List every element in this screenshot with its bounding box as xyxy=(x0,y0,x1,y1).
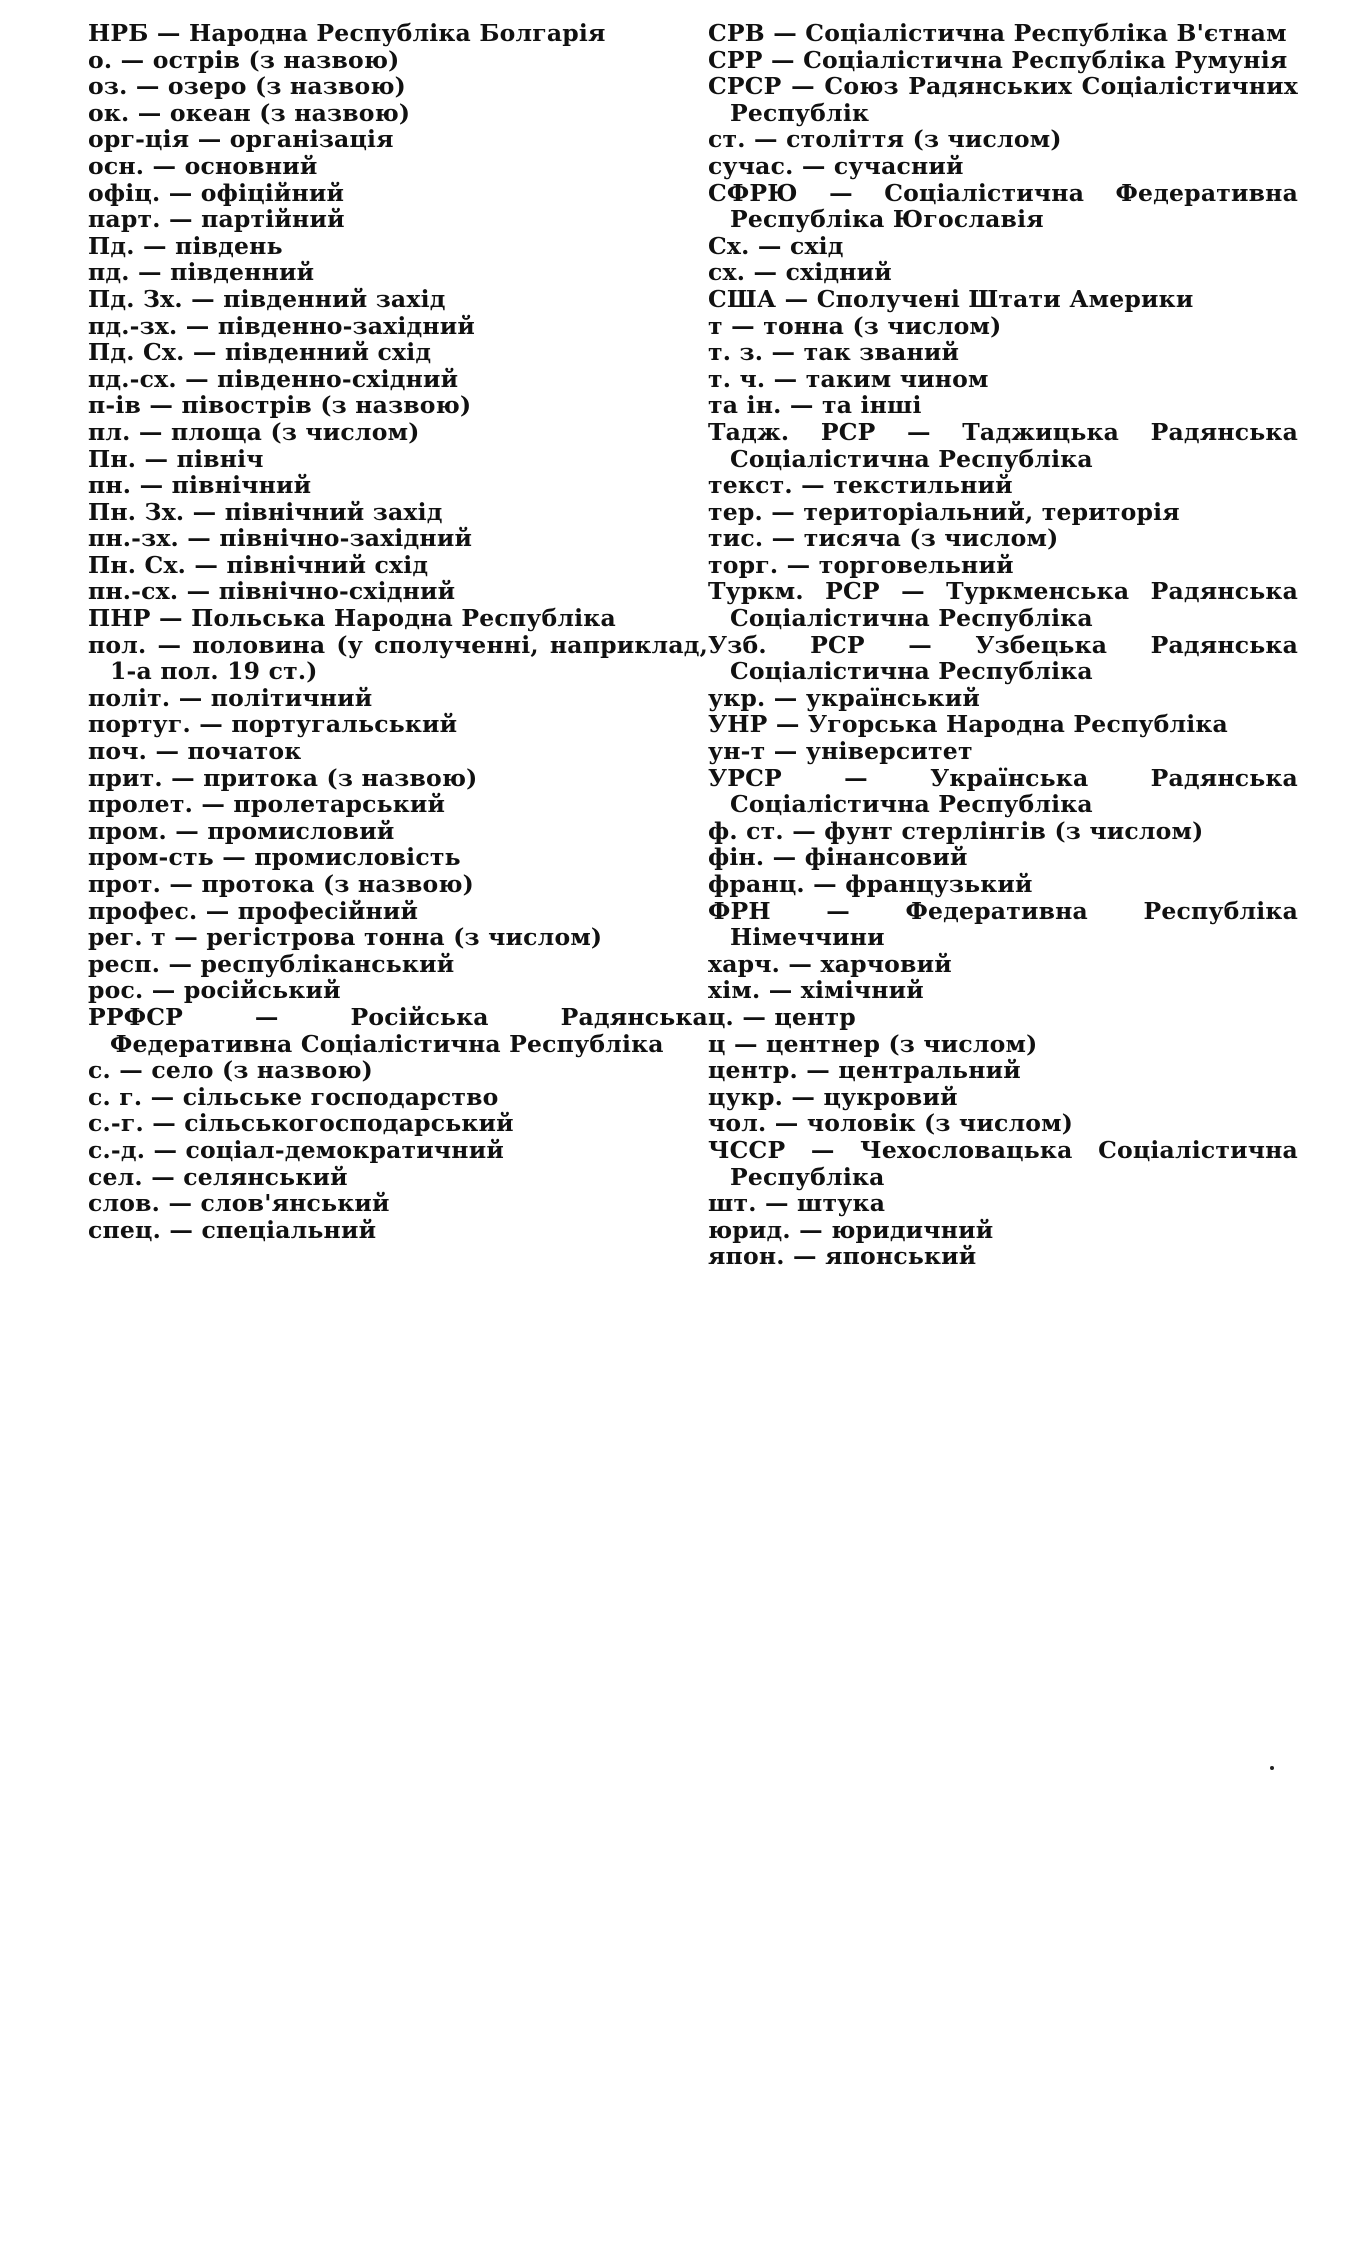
abbreviation-entry: слов. — слов'янський xyxy=(88,1189,390,1218)
abbreviation-entry: Пд. Сх. — південний схід xyxy=(88,338,432,367)
abbreviation-entry: РРФСР — Російська Радянська Федеративна Соціалістична Республіка xyxy=(88,1002,708,1058)
abbreviation-entry: пн. — північний xyxy=(88,471,312,500)
abbreviation-entry: о. — острів (з назвою) xyxy=(88,45,400,74)
abbreviation-entry: прот. — протока (з назвою) xyxy=(88,870,474,898)
abbreviation-entry: Тадж. РСР — Таджицька Радянська Соціалістична Республіка xyxy=(708,417,1298,473)
abbreviation-entry: пн.-сх. — північно-східний xyxy=(88,577,456,606)
abbreviation-entry: тис. — тисяча (з числом) xyxy=(708,524,1059,553)
abbreviation-entry: текст. — текстильний xyxy=(708,471,1013,500)
abbreviation-entry: Узб. РСР — Узбецька Радянська Соціалістична Республіка xyxy=(708,630,1298,686)
abbreviation-entry: пл. — площа (з числом) xyxy=(88,417,420,446)
abbreviation-entry: СРВ — Соціалістична Республіка В'єтнам xyxy=(708,19,1287,47)
abbreviation-entry: СФРЮ — Соціалістична Федеративна Республіка Югославія xyxy=(708,178,1298,234)
abbreviation-entry: ф. ст. — фунт стерлінгів (з числом) xyxy=(708,816,1204,845)
abbreviation-entry: профес. — професійний xyxy=(88,896,419,925)
abbreviation-entry: рег. т — регістрова тонна (з числом) xyxy=(88,923,603,952)
abbreviation-entry: ц — центнер (з числом) xyxy=(708,1029,1038,1058)
abbreviation-entry: Пн. — північ xyxy=(88,444,264,473)
abbreviation-entry: Пн. Сх. — північний схід xyxy=(88,550,429,579)
abbreviation-entry: респ. — республіканський xyxy=(88,949,455,978)
abbreviation-entry: пд. — південний xyxy=(88,258,315,287)
abbreviation-entry: політ. — політичний xyxy=(88,683,373,712)
abbreviation-entry: сел. — селянський xyxy=(88,1162,348,1191)
abbreviation-entry: прит. — притока (з назвою) xyxy=(88,763,478,792)
abbreviation-entry: НРБ — Народна Республіка Болгарія xyxy=(88,19,606,47)
abbreviation-entry: тер. — територіальний, територія xyxy=(708,497,1180,526)
abbreviation-entry: сучас. — сучасний xyxy=(708,151,964,180)
abbreviation-entry: ц. — центр xyxy=(708,1002,856,1031)
abbreviation-entry: шт. — штука xyxy=(708,1189,886,1218)
abbreviation-entry: ФРН — Федеративна Республіка Німеччини xyxy=(708,896,1298,952)
abbreviation-entry: ПНР — Польська Народна Республіка xyxy=(88,604,616,633)
abbreviation-entry: пд.-зх. — південно-західний xyxy=(88,311,476,340)
abbreviation-entry: Сх. — схід xyxy=(708,231,844,260)
abbreviation-entry: юрид. — юридичний xyxy=(708,1215,994,1244)
abbreviation-entry: ст. — століття (з числом) xyxy=(708,125,1062,154)
abbreviation-entry: чол. — чоловік (з числом) xyxy=(708,1109,1074,1138)
abbreviation-entry: спец. — спеціальний xyxy=(88,1215,377,1244)
abbreviation-entry: т. з. — так званий xyxy=(708,338,960,367)
abbreviations-column-left xyxy=(88,20,708,1243)
abbreviation-entry: фін. — фінансовий xyxy=(708,843,968,872)
abbreviation-entry: португ. — португальський xyxy=(88,710,458,739)
abbreviation-entry: укр. — український xyxy=(708,683,980,712)
abbreviation-entry: торг. — торговельний xyxy=(708,550,1014,579)
abbreviation-entry: СРР — Соціалістична Республіка Румунія xyxy=(708,45,1288,74)
abbreviation-entry: сх. — східний xyxy=(708,258,892,287)
abbreviation-entry: поч. — початок xyxy=(88,737,302,766)
abbreviation-entry: пол. — половина (у сполученні, наприклад, 1-а пол. 19 ст.) xyxy=(88,630,708,686)
print-speck xyxy=(1270,1766,1274,1770)
abbreviation-entry: т — тонна (з числом) xyxy=(708,311,1002,340)
abbreviation-entry: осн. — основний xyxy=(88,151,318,180)
abbreviation-entry: рос. — російський xyxy=(88,976,341,1005)
abbreviation-entry: та ін. — та інші xyxy=(708,391,922,420)
abbreviation-entry: СРСР — Союз Радянських Соціалістичних Республік xyxy=(708,72,1298,127)
abbreviation-entry: УНР — Угорська Народна Республіка xyxy=(708,710,1228,739)
abbreviation-entry: пром-сть — промисловість xyxy=(88,843,461,872)
abbreviation-entry: ок. — океан (з назвою) xyxy=(88,98,411,127)
abbreviation-entry: США — Сполучені Штати Америки xyxy=(708,284,1194,313)
abbreviation-entry: харч. — харчовий xyxy=(708,949,952,978)
abbreviation-entry: с.-г. — сільськогосподарський xyxy=(88,1109,514,1138)
abbreviation-entry: орг-ція — організація xyxy=(88,125,394,154)
abbreviation-entry: с. — село (з назвою) xyxy=(88,1056,373,1085)
abbreviation-entry: цукр. — цукровий xyxy=(708,1082,958,1111)
abbreviation-entry: парт. — партійний xyxy=(88,205,345,234)
abbreviation-entry: ЧССР — Чехословацька Соціалістична Республіка xyxy=(708,1135,1298,1191)
abbreviation-entry: Пд. — південь xyxy=(88,231,283,260)
abbreviation-entry: хім. — хімічний xyxy=(708,976,924,1005)
abbreviation-entry: япон. — японський xyxy=(708,1242,977,1271)
abbreviation-entry: с.-д. — соціал-демократичний xyxy=(88,1135,504,1164)
abbreviation-entry: Пд. Зх. — південний захід xyxy=(88,284,446,313)
abbreviation-entry: пром. — промисловий xyxy=(88,816,395,845)
abbreviation-entry: с. г. — сільське господарство xyxy=(88,1082,499,1111)
abbreviation-entry: офіц. — офіційний xyxy=(88,178,345,207)
abbreviation-entry: франц. — французький xyxy=(708,870,1033,898)
abbreviation-entry: п-ів — півострів (з назвою) xyxy=(88,391,472,420)
abbreviation-entry: центр. — центральний xyxy=(708,1056,1021,1085)
abbreviation-entry: пн.-зх. — північно-західний xyxy=(88,524,473,553)
abbreviation-entry: т. ч. — таким чином xyxy=(708,364,989,393)
abbreviation-entry: УРСР — Українська Радянська Соціалістична Республіка xyxy=(708,763,1298,819)
abbreviation-entry: пд.-сх. — південно-східний xyxy=(88,364,459,393)
abbreviation-entry: оз. — озеро (з назвою) xyxy=(88,72,406,101)
abbreviation-entry: Туркм. РСР — Туркменська Радянська Соціалістична Республіка xyxy=(708,577,1298,633)
abbreviation-entry: ун-т — університет xyxy=(708,737,973,766)
abbreviation-entry: Пн. Зх. — північний захід xyxy=(88,497,443,526)
abbreviations-column-right xyxy=(708,20,1298,1270)
abbreviation-entry: пролет. — пролетарський xyxy=(88,790,446,819)
